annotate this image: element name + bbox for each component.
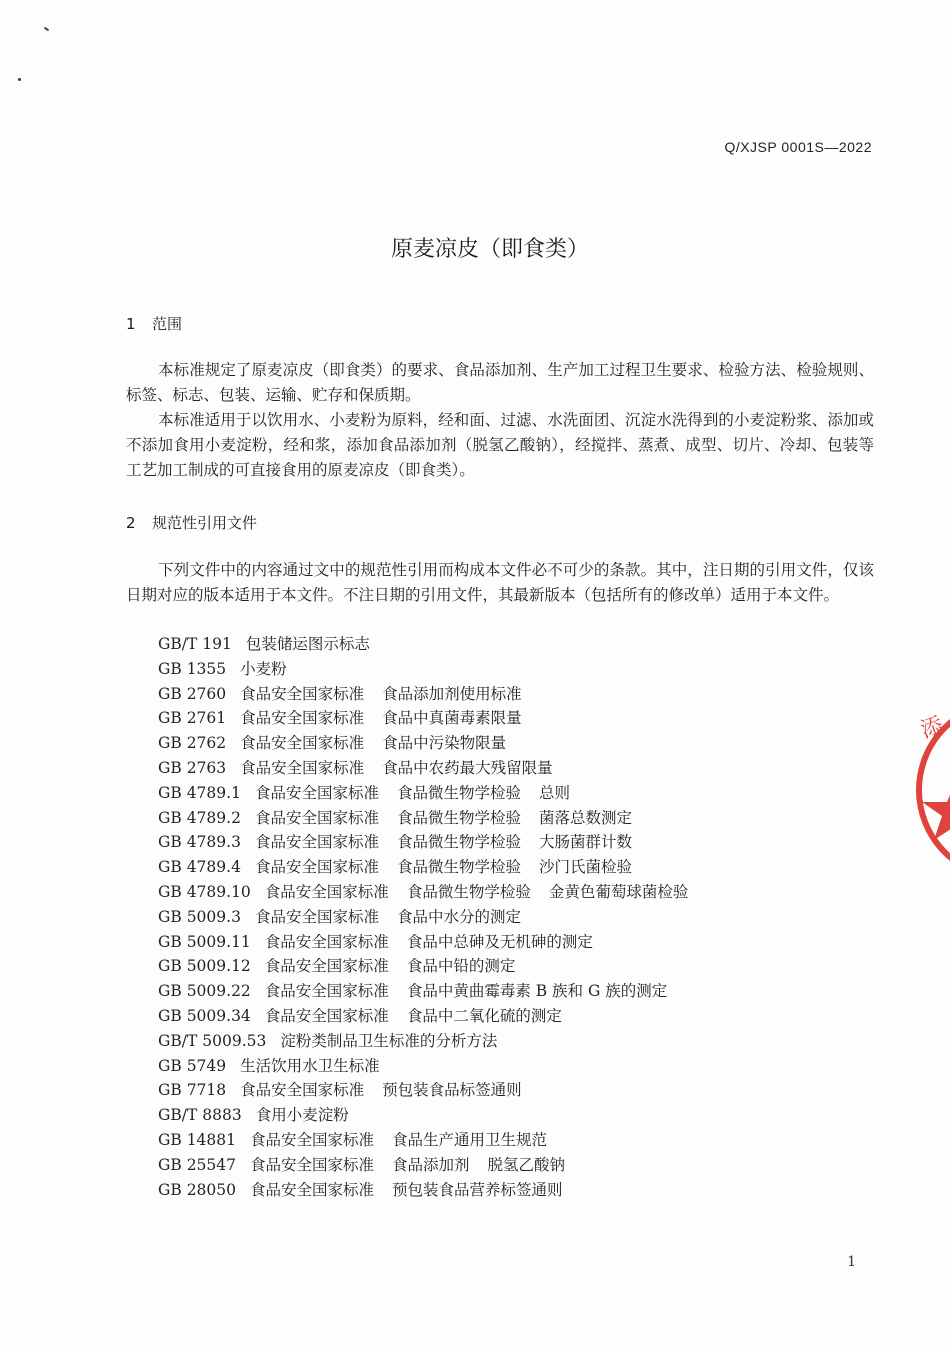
reference-item bbox=[158, 1178, 706, 1203]
reference-title-part: 食品安全国家标准 bbox=[264, 957, 389, 976]
reference-title-part: 食品安全国家标准 bbox=[264, 1006, 389, 1025]
reference-item bbox=[158, 1103, 706, 1128]
reference-title-part: 食品安全国家标准 bbox=[240, 734, 365, 753]
reference-title-part: 食品中铅的测定 bbox=[406, 957, 516, 976]
reference-title-part: 食品安全国家标准 bbox=[264, 932, 389, 951]
paragraph-references-intro: 下列文件中的内容通过文中的规范性引用而构成本文件必不可少的条款。其中，注日期的引用文件，仅该日期对应的版本适用于本文件。不注日期的引用文件，其最新版本（包括所有的修改单）适用于本文件。 bbox=[126, 561, 874, 604]
reference-item bbox=[158, 1054, 706, 1079]
reference-title-part: 食品中总砷及无机砷的测定 bbox=[406, 932, 593, 951]
reference-code: GB 4789.1 bbox=[158, 783, 241, 802]
reference-code: GB 5749 bbox=[158, 1056, 227, 1075]
reference-title-part: 包装储运图示标志 bbox=[245, 635, 370, 653]
reference-title-part: 食用小麦淀粉 bbox=[255, 1106, 349, 1125]
reference-code: GB/T 8883 bbox=[158, 1106, 242, 1125]
reference-code: GB 5009.34 bbox=[158, 1006, 251, 1025]
reference-item bbox=[158, 682, 706, 707]
reference-title-part: 沙门氏菌检验 bbox=[538, 858, 632, 877]
reference-code: GB 2762 bbox=[158, 734, 227, 753]
reference-code: GB 4789.2 bbox=[158, 808, 241, 827]
section-heading-normative-references bbox=[126, 512, 257, 533]
reference-title-part: 食品安全国家标准 bbox=[264, 882, 389, 901]
official-seal-icon bbox=[912, 690, 950, 890]
reference-item bbox=[158, 855, 706, 880]
reference-code: GB 5009.3 bbox=[158, 907, 241, 926]
reference-item bbox=[158, 979, 706, 1004]
reference-title-part: 食品安全国家标准 bbox=[250, 1130, 375, 1149]
reference-title-part: 预包装食品营养标签通则 bbox=[392, 1180, 563, 1199]
reference-code: GB 1355 bbox=[158, 659, 227, 678]
reference-title-part: 金黄色葡萄球菌检验 bbox=[548, 882, 689, 901]
reference-title-part: 小麦粉 bbox=[240, 659, 287, 678]
reference-code: GB 2763 bbox=[158, 758, 227, 777]
reference-code: GB 4789.10 bbox=[158, 882, 251, 901]
reference-item bbox=[158, 1153, 706, 1178]
reference-title-part: 大肠菌群计数 bbox=[538, 833, 632, 852]
reference-title-part: 食品安全国家标准 bbox=[254, 783, 379, 802]
reference-title-part: 食品添加剂使用标准 bbox=[382, 684, 522, 703]
reference-item bbox=[158, 830, 706, 855]
reference-title-part: 食品微生物学检验 bbox=[406, 882, 531, 901]
reference-title-part: 食品微生物学检验 bbox=[396, 808, 521, 827]
reference-code: GB 4789.3 bbox=[158, 833, 241, 852]
reference-item bbox=[158, 1078, 706, 1103]
reference-title-part: 食品添加剂 bbox=[392, 1155, 470, 1174]
section-title: 规范性引用文件 bbox=[152, 514, 258, 532]
reference-title-part: 食品微生物学检验 bbox=[396, 833, 521, 852]
reference-title-part: 食品中污染物限量 bbox=[382, 734, 507, 753]
reference-title-part: 食品安全国家标准 bbox=[250, 1155, 375, 1174]
reference-code: GB 25547 bbox=[158, 1155, 237, 1174]
reference-item bbox=[158, 781, 706, 806]
reference-title-part: 食品安全国家标准 bbox=[254, 858, 379, 877]
reference-title-part: 食品安全国家标准 bbox=[254, 907, 379, 926]
reference-item bbox=[158, 1029, 706, 1054]
reference-title-part: 食品安全国家标准 bbox=[250, 1180, 375, 1199]
reference-item bbox=[158, 756, 706, 781]
reference-item bbox=[158, 905, 706, 930]
page-number: 1 bbox=[847, 1254, 856, 1270]
reference-code: GB 4789.4 bbox=[158, 858, 241, 877]
reference-title-part: 食品安全国家标准 bbox=[240, 758, 365, 777]
paragraph-scope-2: 本标准适用于以饮用水、小麦粉为原料，经和面、过滤、水洗面团、沉淀水洗得到的小麦淀粉浆、添加或不添加食用小麦淀粉，经和浆，添加食品添加剂（脱氢乙酸钠），经搅拌、蒸煮、成型、切片、冷却、包装等工艺加工制成的可直接食用的原麦凉皮（即食类）。 bbox=[126, 411, 874, 479]
reference-code: GB 7718 bbox=[158, 1081, 227, 1100]
reference-title-part: 预包装食品标签通则 bbox=[382, 1081, 522, 1100]
section-heading-scope bbox=[126, 313, 182, 334]
reference-title-part: 食品安全国家标准 bbox=[254, 833, 379, 852]
seal-text: 添 bbox=[917, 712, 947, 744]
reference-title-part: 食品微生物学检验 bbox=[396, 858, 521, 877]
reference-title-part: 食品中黄曲霉毒素 B 族和 G 族的测定 bbox=[406, 982, 668, 1001]
reference-title-part: 食品安全国家标准 bbox=[254, 808, 379, 827]
reference-item bbox=[158, 806, 706, 831]
reference-title-part: 食品中水分的测定 bbox=[396, 907, 521, 926]
reference-code: GB 5009.11 bbox=[158, 932, 251, 951]
paragraph-scope-1: 本标准规定了原麦凉皮（即食类）的要求、食品添加剂、生产加工过程卫生要求、检验方法、检验规则、标签、标志、包装、运输、贮存和保质期。 bbox=[126, 361, 874, 404]
scan-speck bbox=[44, 27, 49, 32]
reference-title-part: 生活饮用水卫生标准 bbox=[240, 1056, 380, 1075]
reference-item bbox=[158, 954, 706, 979]
section-number: 1 bbox=[126, 315, 136, 333]
document-title: 原麦凉皮（即食类） bbox=[390, 237, 589, 262]
reference-item bbox=[158, 657, 706, 682]
reference-code: GB 28050 bbox=[158, 1180, 237, 1199]
reference-title-part: 食品生产通用卫生规范 bbox=[392, 1130, 548, 1149]
reference-title-part: 食品中二氧化硫的测定 bbox=[406, 1006, 562, 1025]
reference-item bbox=[158, 1128, 706, 1153]
reference-code: GB/T 5009.53 bbox=[158, 1031, 267, 1050]
reference-item bbox=[158, 880, 706, 905]
reference-item bbox=[158, 1004, 706, 1029]
section-title: 范围 bbox=[152, 315, 183, 333]
reference-title-part: 食品微生物学检验 bbox=[396, 783, 521, 802]
reference-title-part: 菌落总数测定 bbox=[538, 808, 632, 827]
reference-code: GB 2760 bbox=[158, 684, 227, 703]
reference-title-part: 总则 bbox=[538, 783, 570, 802]
reference-title-part: 食品安全国家标准 bbox=[240, 709, 365, 728]
scan-speck bbox=[18, 78, 21, 81]
reference-item bbox=[158, 930, 706, 955]
reference-title-part: 食品中农药最大残留限量 bbox=[382, 758, 553, 777]
reference-code: GB 5009.12 bbox=[158, 957, 251, 976]
reference-code: GB 5009.22 bbox=[158, 982, 251, 1001]
standard-code: Q/XJSP 0001S—2022 bbox=[724, 139, 872, 155]
reference-list bbox=[158, 632, 706, 1202]
reference-title-part: 淀粉类制品卫生标准的分析方法 bbox=[280, 1031, 498, 1050]
reference-title-part: 食品安全国家标准 bbox=[240, 1081, 365, 1100]
reference-code: GB/T 191 bbox=[158, 635, 232, 653]
reference-code: GB 14881 bbox=[158, 1130, 237, 1149]
reference-item bbox=[158, 731, 706, 756]
reference-title-part: 食品安全国家标准 bbox=[240, 684, 365, 703]
reference-title-part: 食品中真菌毒素限量 bbox=[382, 709, 522, 728]
reference-title-part: 脱氢乙酸钠 bbox=[487, 1155, 566, 1174]
reference-code: GB 2761 bbox=[158, 709, 227, 728]
reference-item bbox=[158, 706, 706, 731]
reference-item bbox=[158, 632, 706, 657]
reference-title-part: 食品安全国家标准 bbox=[264, 982, 389, 1001]
section-number: 2 bbox=[126, 514, 136, 532]
